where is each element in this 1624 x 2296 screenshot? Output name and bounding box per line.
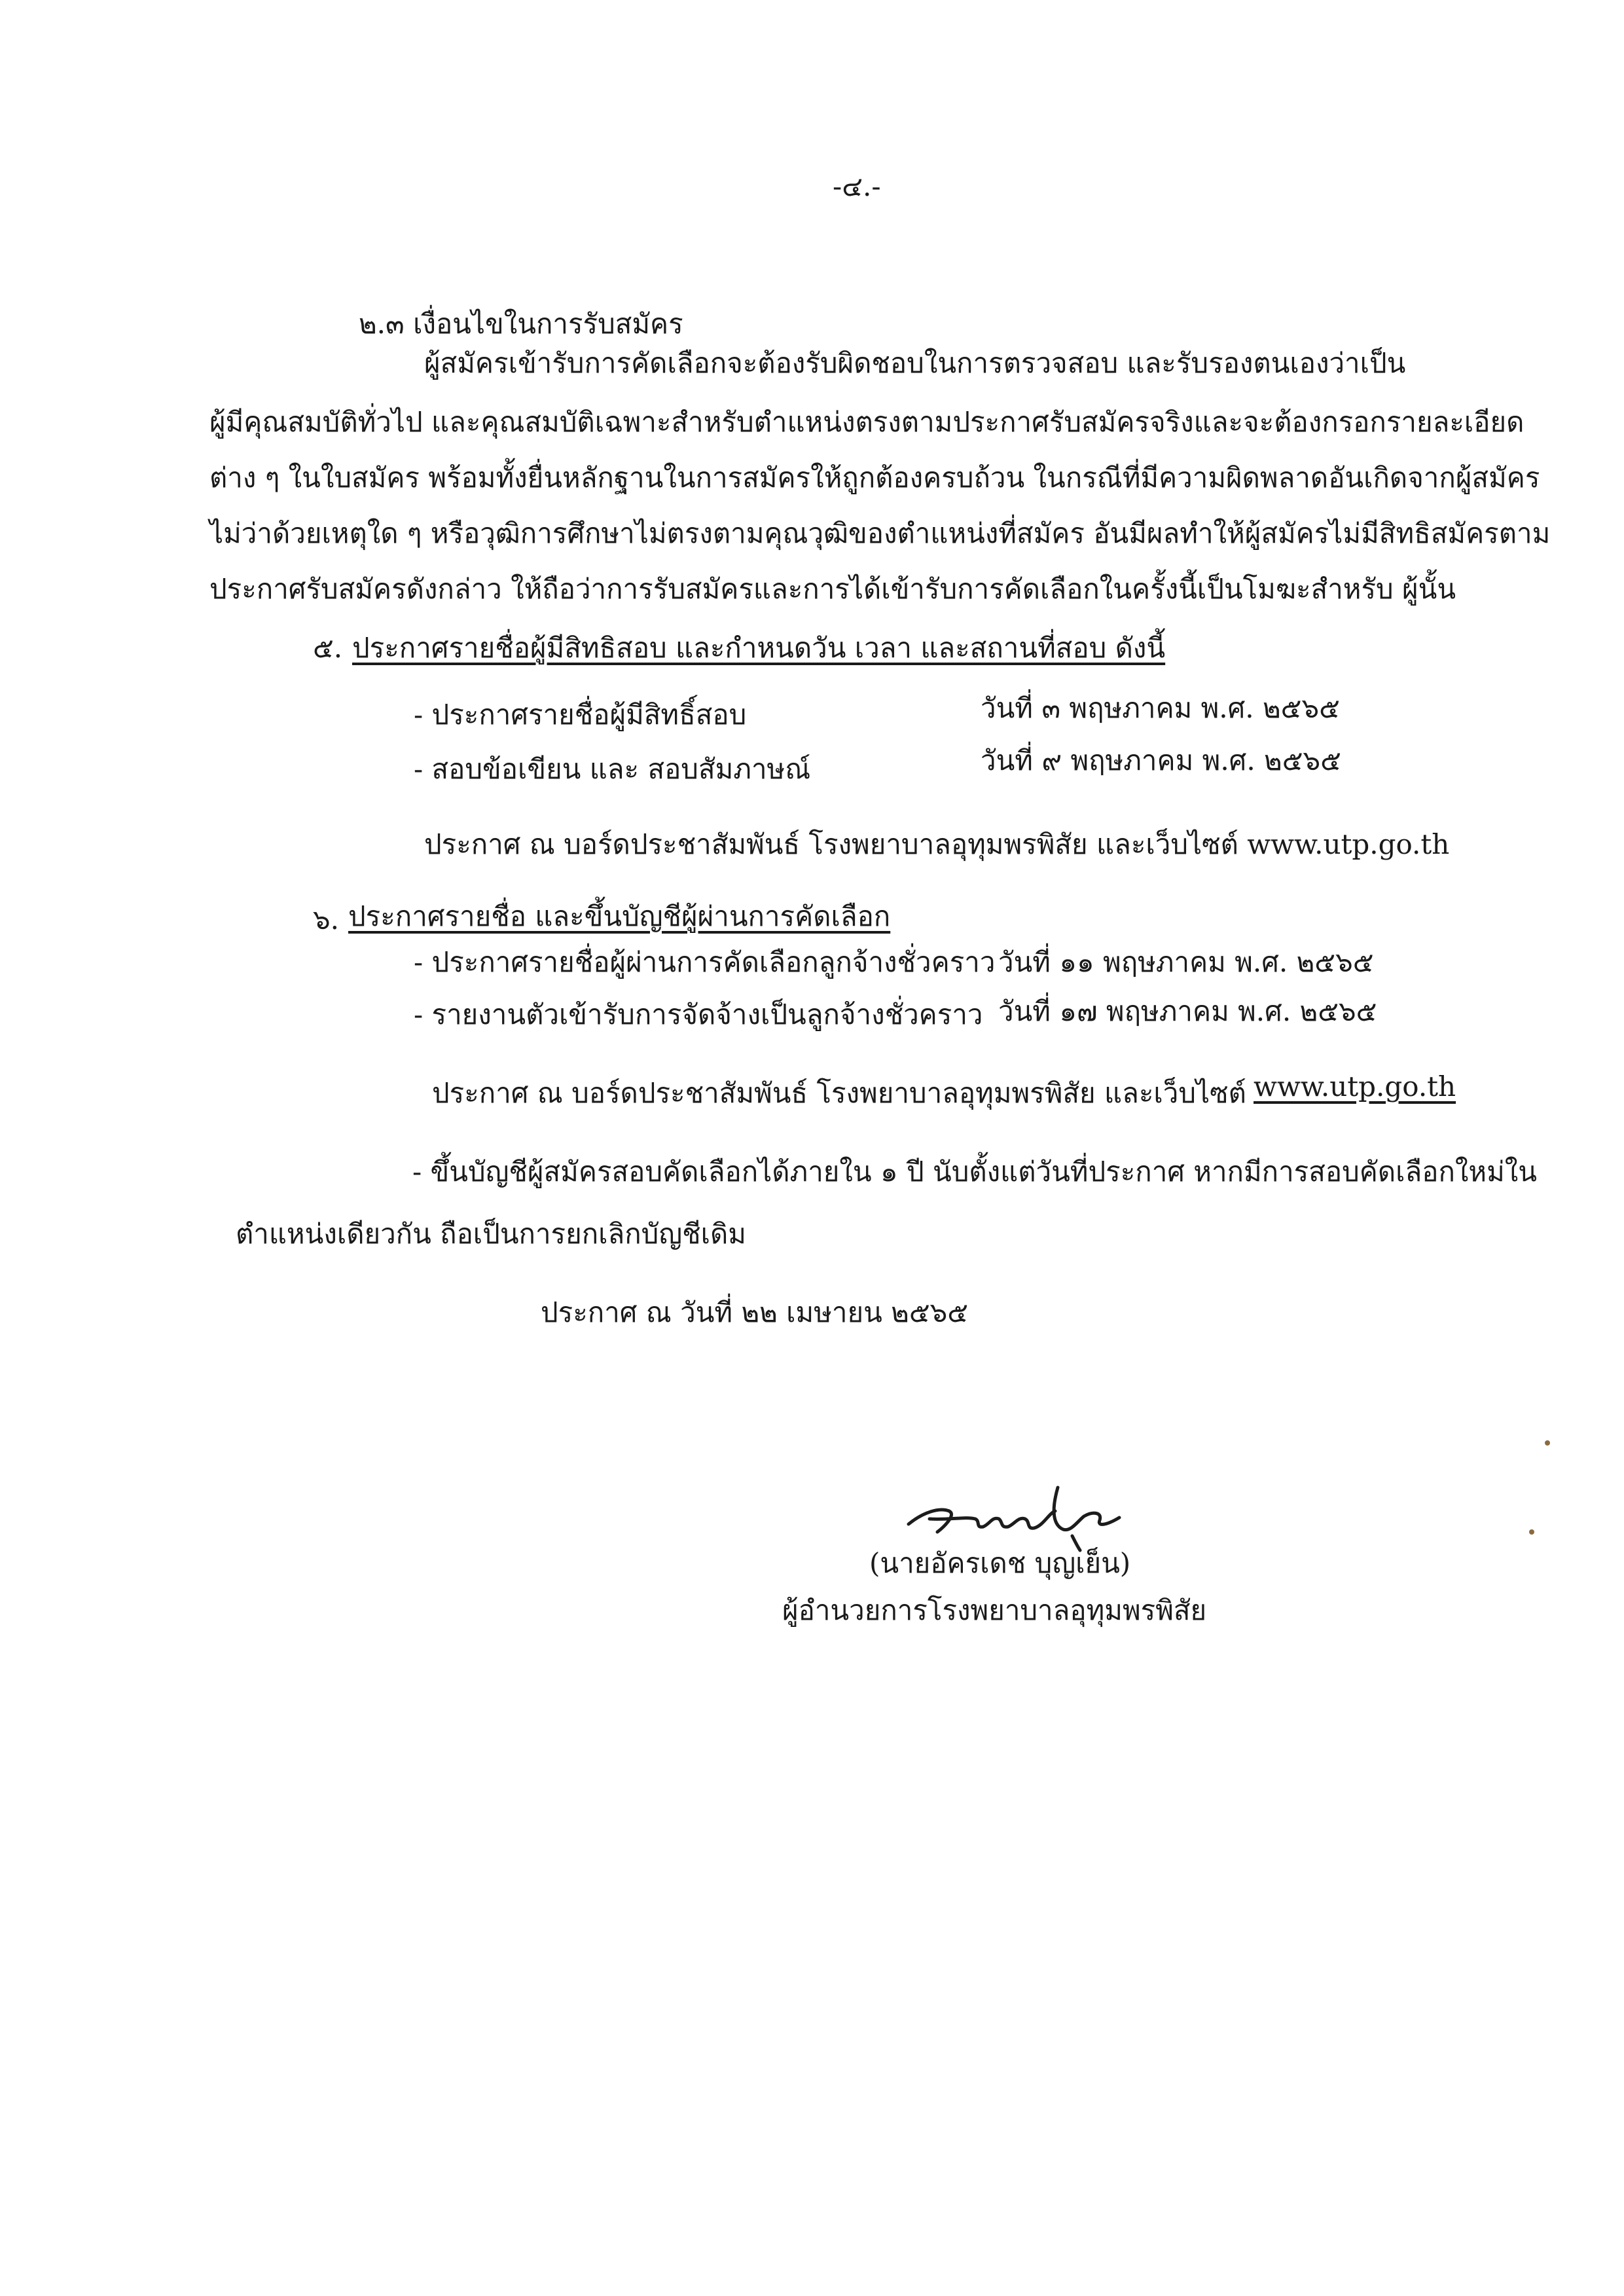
- paper-speck: [1529, 1529, 1534, 1535]
- section-2-3-heading: ๒.๓ เงื่อนไขในการรับสมัคร: [359, 308, 683, 340]
- section-6-item-label: - ประกาศรายชื่อผู้ผ่านการคัดเลือกลูกจ้างชั่วคราว: [414, 946, 996, 978]
- section-2-3-line: ประกาศรับสมัครดังกล่าว ให้ถือว่าการรับสมัครและการได้เข้ารับการคัดเลือกในครั้งนี้เป็นโมฆะสำหรับ ผู้นั้น: [209, 573, 1456, 605]
- section-5-item-date: วันที่ ๙ พฤษภาคม พ.ศ. ๒๕๖๕: [981, 744, 1341, 776]
- website-link[interactable]: www.utp.go.th: [1254, 1070, 1456, 1102]
- announce-date: ประกาศ ณ วันที่ ๒๒ เมษายน ๒๕๖๕: [541, 1296, 969, 1328]
- section-2-3-line: ผู้สมัครเข้ารับการคัดเลือกจะต้องรับผิดชอบในการตรวจสอบ และรับรองตนเองว่าเป็น: [424, 347, 1406, 379]
- page-number: -๔.-: [833, 170, 881, 202]
- section-6-notice: ประกาศ ณ บอร์ดประชาสัมพันธ์ โรงพยาบาลอุทุมพรพิสัย และเว็บไซต์: [432, 1077, 1246, 1109]
- list-note-line: ตำแหน่งเดียวกัน ถือเป็นการยกเลิกบัญชีเดิม: [236, 1218, 746, 1250]
- section-6-heading: ประกาศรายชื่อ และขึ้นบัญชีผู้ผ่านการคัดเลือก: [348, 900, 891, 932]
- list-note-line: - ขึ้นบัญชีผู้สมัครสอบคัดเลือกได้ภายใน ๑ ปี นับตั้งแต่วันที่ประกาศ หากมีการสอบคัดเลือกใหม่ใน: [412, 1156, 1537, 1188]
- section-6-item-label: - รายงานตัวเข้ารับการจัดจ้างเป็นลูกจ้างชั่วคราว: [414, 998, 983, 1030]
- section-6-item-date: วันที่ ๑๑ พฤษภาคม พ.ศ. ๒๕๖๕: [998, 946, 1374, 978]
- signatory-name: (นายอัครเดช บุญเย็น): [869, 1547, 1131, 1579]
- section-5-heading: ประกาศรายชื่อผู้มีสิทธิสอบ และกำหนดวัน เวลา และสถานที่สอบ ดังนี้: [352, 632, 1166, 664]
- section-5-item-label: - ประกาศรายชื่อผู้มีสิทธิ์สอบ: [414, 699, 747, 731]
- section-6-number: ๖.: [313, 903, 340, 936]
- section-6-item-date: วันที่ ๑๗ พฤษภาคม พ.ศ. ๒๕๖๕: [998, 995, 1377, 1027]
- paper-speck: [1545, 1440, 1550, 1446]
- section-2-3-line: ผู้มีคุณสมบัติทั่วไป และคุณสมบัติเฉพาะสำหรับตำแหน่งตรงตามประกาศรับสมัครจริงและจะต้องกรอกรายละเอียด: [209, 406, 1525, 438]
- section-2-3-line: ต่าง ๆ ในใบสมัคร พร้อมทั้งยื่นหลักฐานในการสมัครให้ถูกต้องครบถ้วน ในกรณีที่มีความผิดพลาดอันเกิดจากผู้สมัคร: [209, 462, 1540, 494]
- section-5-notice: ประกาศ ณ บอร์ดประชาสัมพันธ์ โรงพยาบาลอุทุมพรพิสัย และเว็บไซต์ www.utp.go.th: [424, 828, 1450, 860]
- section-5-item-label: - สอบข้อเขียน และ สอบสัมภาษณ์: [414, 753, 811, 785]
- section-5-item-date: วันที่ ๓ พฤษภาคม พ.ศ. ๒๕๖๕: [981, 692, 1340, 724]
- section-5-number: ๕.: [313, 632, 343, 664]
- signatory-title: ผู้อำนวยการโรงพยาบาลอุทุมพรพิสัย: [782, 1594, 1207, 1626]
- section-2-3-line: ไม่ว่าด้วยเหตุใด ๆ หรือวุฒิการศึกษาไม่ตรงตามคุณวุฒิของตำแหน่งที่สมัคร อันมีผลทำให้ผู้สมัครไม่มีสิทธิสมัครตาม: [209, 517, 1551, 549]
